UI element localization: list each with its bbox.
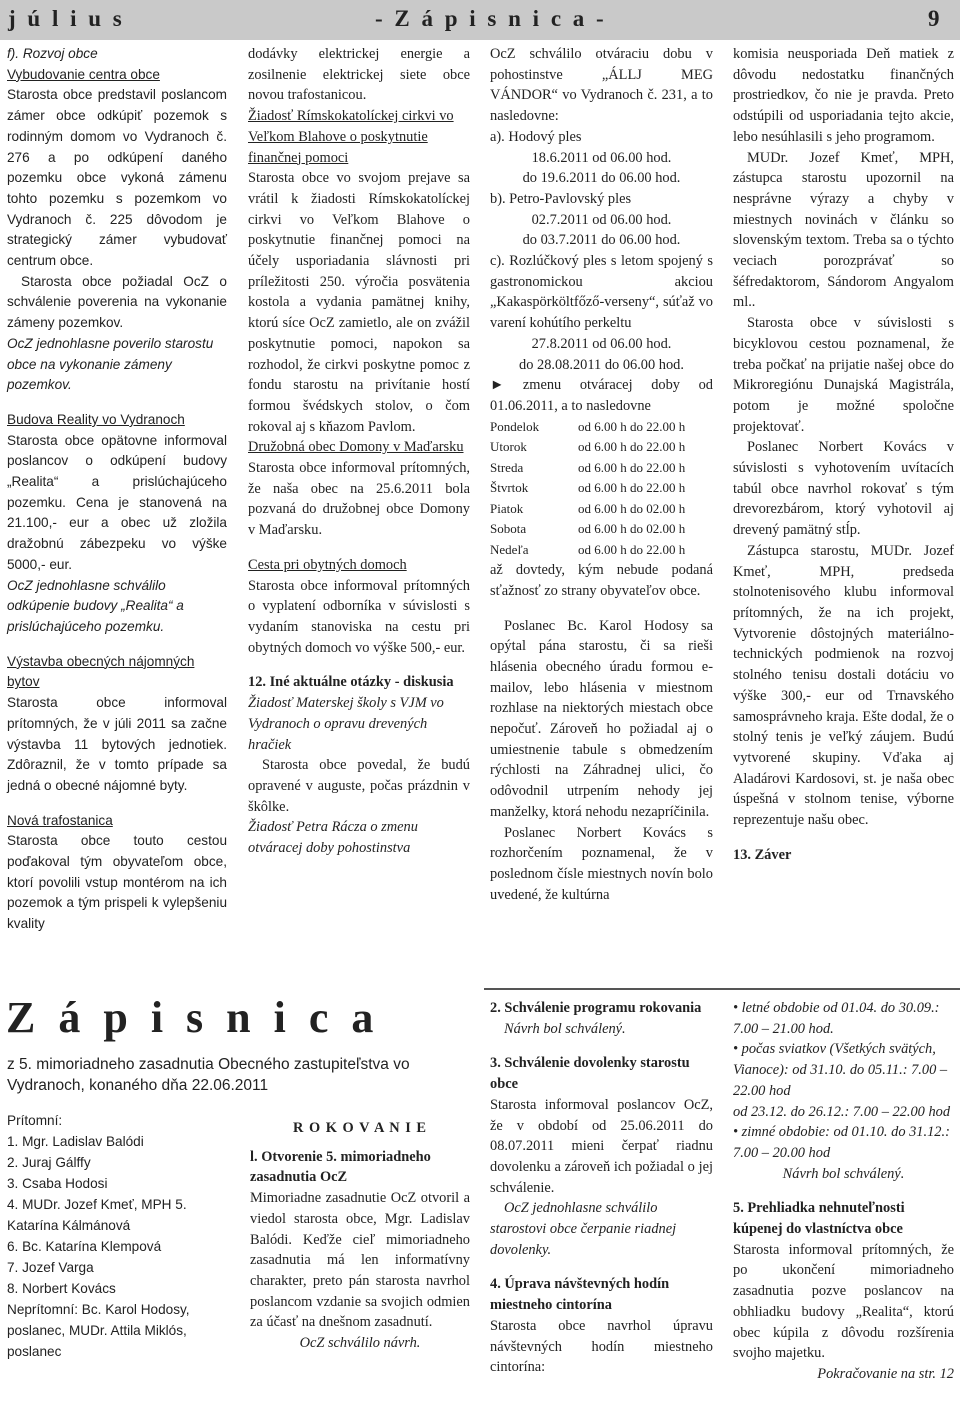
list-item: 4. MUDr. Jozef Kmeť, MPH 5. [7, 1197, 187, 1212]
paragraph: Starosta obce touto cestou poďakoval tým obyvateľom obce, ktorí povolili vstup montérom na ich pozemok a tým prispeli k vylepšeniu kvality [7, 833, 227, 932]
paragraph: Poslanec Bc. Karol Hodosy sa opýtal pána starostu, či sa rieši hlásenia obecného úradu formou e-mailov, lebo hlásenia v miestnom rozhlase na niektorých miestach obce nepočuť. Zároveň ho požiadal aj o umiestnenie tabule s obmedzením rýchlosti na Záhradnej ulici, čo odôvodnil utrpením nehody jej manželky, ktorá nehodu nezapríčinila. [490, 617, 713, 820]
paragraph: Starosta informoval prítomných, že po ukončení mimoriadneho zasadnutia pozve poslancov na obhliadku budovy „Realita“, ktorú obec kúpila z dôvodu rozšírenia svojho majetku. [733, 1241, 954, 1362]
paragraph: Starosta obce požiadal OcZ o schválenie poverenia na vykonanie zámeny pozemkov. [7, 273, 227, 331]
time-value: od 6.00 h do 22.00 h [578, 480, 686, 496]
list-item: 7. Jozef Varga [7, 1260, 94, 1275]
subsection-heading: Nová trafostanica [7, 812, 113, 828]
column-2 [248, 44, 470, 859]
time-value: od 6.00 h do 22.00 h [578, 541, 686, 557]
paragraph: dodávky elektrickej energie a zosilnenie elektrickej siete obce novou trafostanicou. [248, 46, 470, 104]
list-item: 27.8.2011 od 06.00 hod. [531, 335, 672, 352]
paragraph: Mimoriadne zasadnutie OcZ otvoril a viedol starosta obce, Mgr. Ladislav Balódi. Keďže cieľ mimoriadneho zasadnutia má len informatívny charakter, preto pán starosta navrhol poslancom vzdanie sa svojich odmien za účasť na dnešnom zasadnutí. [250, 1190, 470, 1331]
subsection-heading: Vybudovanie centra obce [7, 66, 160, 82]
agenda-column [490, 998, 713, 1378]
table-row [490, 437, 713, 458]
table-row [490, 417, 713, 438]
opening-hours-table [490, 417, 713, 561]
attendance [7, 1110, 237, 1362]
resolution: OcZ jednohlasne poverilo starostu obce na vykonanie zámeny pozemkov. [7, 335, 214, 393]
table-row [490, 478, 713, 499]
time-value: od 6.00 h do 22.00 h [578, 459, 686, 475]
subsection-heading: Výstavba obecných nájomných bytov [7, 653, 195, 690]
resolution: OcZ schválilo návrh. [299, 1335, 421, 1352]
paragraph: Starosta obce informoval prítomných o vyplatení odborníka v súvislosti s vydaním stanoviska na cestu pri obytných domoch vo výške 500,- eur. [248, 577, 470, 656]
column-3 [490, 44, 713, 905]
continued-note: Pokračovanie na str. 12 [817, 1365, 954, 1382]
paragraph: OcZ schválilo otváraciu dobu v pohostinstve „ÁLLJ MEG VÁNDOR“ vo Vydranoch č. 231, a to nasledovne: [490, 46, 713, 125]
agenda-column-2 [733, 998, 954, 1385]
item-heading: l. Otvorenie 5. mimoriadneho zasadnutia OcZ [250, 1148, 431, 1186]
list-item: b). Petro-Pavlovský ples [490, 190, 632, 207]
subsection-heading: Budova Reality vo Vydranoch [7, 411, 185, 427]
subsection-heading: Cesta pri obytných domoch [248, 556, 407, 573]
day-label: Sobota [490, 521, 527, 537]
section-heading: R O K O V A N I E [292, 1120, 428, 1136]
table-row [490, 499, 713, 520]
table-row [490, 458, 713, 479]
paragraph: Zástupca starostu, MUDr. Jozef Kmeť, MPH, predseda stolnotenisového klubu informoval prítomných, že na ich projekt, Vytvorenie dôstojných materiálno-technických podmienok na rozvoj stolného tenisu dostali dotáciu vo výške 300,- eur od Trnavského samosprávneho kraja. Ešte dodal, že o stolný tenis je veľký záujem. Budú vytvorené skupiny. Vďaka aj Aladárovi Kardosovi, st. je naša obec úspešná v stolnom tenise, výborne reprezentuje našu obec. [733, 542, 954, 829]
divider [484, 988, 960, 990]
page-header [0, 0, 960, 40]
list-item: a). Hodový ples [490, 128, 582, 145]
paragraph: Starosta obce v súvislosti s bicyklovou cestou poznamenal, že treba počkať na prijatie našej obce do Mikroregiónu Dunajská Magistrála, potom je možné spoločne projektovať. [733, 315, 954, 435]
paragraph: komisia neusporiada Deň matiek z dôvodu nedostatku finančných prostriedkov, čo nie je pravda. Preto odstúpili od usporiadania tejto akcie, lebo nesúhlasili s jeho programom. [733, 46, 954, 145]
header-title: - Z á p i s n i c a - [375, 6, 607, 31]
list-item: • letné obdobie od 01.04. do 30.09.: 7.00 – 21.00 hod. [733, 1000, 940, 1037]
paragraph: Poslanec Norbert Kovács s rozhorčením poznamenal, že v poslednom čísle miestnych novín bolo uvedené, že kultúrna [490, 824, 713, 903]
resolution: Návrh bol schválený. [782, 1165, 905, 1182]
list-item: 6. Bc. Katarína Klempová [7, 1239, 162, 1254]
paragraph: Starosta obce vo svojom prejave sa vrátil k žiadosti Rímskokatolíckej cirkvi vo Veľkom Blahove o poskytnutie finančnej pomoci na účely usporiadania slávnosti pri príležitosti 250. výročia posvätenia kostola a vydania pamätnej knihy, ktorú síce OcZ zamietlo, ale on zvážil poskytnutie pomoci, napokon sa rozhodol, že cirkvi poskytne pomoc z fondu starostu na privítanie hostí formou švédskych stolov, o čom rokoval aj s kňazom Pavlom. [248, 170, 470, 435]
item-heading: 2. Schválenie programu rokovania [490, 1000, 702, 1016]
subsection-heading: Žiadosť Petra Rácza o zmenu otváracej doby pohostinstva [248, 819, 418, 857]
day-label: Piatok [490, 500, 524, 516]
item-heading: 3. Schválenie dovolenky starostu obce [490, 1055, 690, 1093]
list-item: 3. Csaba Hodosi [7, 1176, 108, 1191]
list-item: do 03.7.2011 do 06.00 hod. [522, 232, 681, 249]
rokovanie-column [250, 1118, 470, 1354]
time-value: od 6.00 h do 22.00 h [578, 418, 686, 434]
section-heading: 12. Iné aktuálne otázky - diskusia [248, 674, 454, 691]
subsection-heading: Družobná obec Domony v Maďarsku [248, 439, 464, 456]
item-heading: 5. Prehliadka nehnuteľnosti kúpenej do vlastníctva obce [733, 1200, 905, 1238]
document-title: Z á p i s n i c a [6, 993, 380, 1042]
paragraph: Starosta obce predstavil poslancom zámer obce odkúpiť pozemok s rodinným domom vo Vydranoch č. 276 a po odkúpení daného pozemku obce vykoná zámenu tohto pozemku s pozemkom vo Vydranoch č. 225 dôvodom je strategický zámer vybudovať centrum obce. [7, 87, 227, 269]
paragraph: ► zmenu otváracej doby od 01.06.2011, a to nasledovne [490, 377, 713, 414]
column-1 [7, 44, 227, 935]
day-label: Štvrtok [490, 480, 529, 496]
paragraph: Starosta obce opätovne informoval poslancov o odkúpení budovy „Realita“ a prislúchajúceho pozemku. Cena je stanovená na 21.100,- eur a obec už zložila dražobnú zábezpeku vo výške 5000,- eur. [7, 432, 227, 572]
list-item: 02.7.2011 od 06.00 hod. [531, 211, 672, 228]
list-item: 8. Norbert Kovács [7, 1281, 116, 1296]
paragraph: až dovtedy, kým nebude podaná sťažnosť zo strany obyvateľov obce. [490, 562, 713, 599]
paragraph: Starosta obce informoval prítomných, že naša obec na 25.6.2011 bola pozvaná do družobnej obce Domony v Maďarsku. [248, 460, 470, 539]
paragraph: Starosta obce povedal, že budú opravené v auguste, počas prázdnin v škôlke. [248, 757, 470, 815]
day-label: Streda [490, 459, 524, 475]
list-item: 18.6.2011 od 06.00 hod. [531, 149, 672, 166]
day-label: Utorok [490, 439, 527, 455]
paragraph: Starosta obce navrhol úpravu návštevných hodín miestneho cintorína: [490, 1317, 713, 1376]
document-subtitle: z 5. mimoriadneho zasadnutia Obecného zastupiteľstva vo Vydranoch, konaného dňa 22.06.2011 [7, 1056, 410, 1094]
list-item: c). Rozlúčkový ples s letom spojený s gastronomickou akciou „Kakaspörköltfőző-verseny“, súťaž vo varení kohútího perkeltu [490, 253, 713, 332]
resolution: OcZ jednohlasne schválilo odkúpenie budovy „Realita“ a prislúchajúceho pozemku. [7, 577, 184, 634]
list-item: do 19.6.2011 do 06.00 hod. [522, 170, 681, 187]
paragraph: Starosta informoval poslancov OcZ, že v období od 25.06.2011 do 08.07.2011 mieni čerpať riadnu dovolenku a zároveň ich požiadal o jej schválenie. [490, 1096, 713, 1196]
list-item: do 28.08.2011 do 06.00 hod. [519, 356, 684, 373]
list-item: od 23.12. do 26.12.: 7.00 – 22.00 hod [733, 1103, 951, 1120]
time-value: od 6.00 h do 22.00 h [578, 439, 686, 455]
list-item: 1. Mgr. Ladislav Balódi [7, 1134, 144, 1149]
resolution: Návrh bol schválený. [504, 1020, 626, 1037]
table-row [490, 519, 713, 540]
column-4 [733, 44, 954, 865]
present-label: Prítomní: [7, 1113, 63, 1128]
subsection-heading: Žiadosť Materskej školy s VJM vo Vydranoch o opravu drevených hračiek [248, 695, 444, 753]
time-value: od 6.00 h do 02.00 h [578, 521, 686, 537]
resolution: OcZ jednohlasne schválilo starostovi obce čerpanie riadnej dovolenky. [490, 1200, 677, 1258]
list-item: • počas sviatkov (Všetkých svätých, Vianoce): od 31.10. do 05.11.: 7.00 – 22.00 hod [733, 1041, 948, 1099]
list-item: 2. Juraj Gálffy [7, 1155, 91, 1170]
paragraph: Poslanec Norbert Kovács v súvislosti s vyhotovením uvítacích tabúl obce navrhol rokovať s tým drevorezbárom, ktorý vyhotovil aj drevený pamätný stĺp. [733, 439, 954, 539]
list-item: • zimné obdobie: od 01.10. do 31.12.: 7.00 – 20.00 hod [733, 1124, 950, 1161]
day-label: Nedeľa [490, 541, 529, 557]
section-heading: 13. Záver [733, 846, 792, 863]
day-label: Pondelok [490, 418, 540, 434]
paragraph: MUDr. Jozef Kmeť, MPH, zástupca starostu upozornil na nesprávne výrazy a chyby v miestnych novinách v článku so slovenským textom. Treba sa o týchto veciach porozprávať so šéfredaktorom, Sándorom Angyalom ml.. [733, 149, 954, 311]
section-heading: f). Rozvoj obce [7, 46, 98, 61]
header-month: j ú l i u s [8, 6, 125, 31]
paragraph: Starosta obce informoval prítomných, že v júli 2011 sa začne výstavba 11 bytových jednotiek. Zdôraznil, že v tomto prípade sa jedná o obecné nájomné byty. [7, 695, 227, 793]
page-number: 9 [928, 6, 943, 31]
table-row [490, 540, 713, 561]
item-heading: 4. Úprava návštevných hodín miestneho cintorína [490, 1276, 670, 1314]
list-item: Katarína Kálmánová [7, 1218, 131, 1233]
time-value: od 6.00 h do 02.00 h [578, 500, 686, 516]
subsection-heading: Žiadosť Rímskokatolíckej cirkvi vo Veľkom Blahove o poskytnutie finančnej pomoci [248, 108, 454, 166]
absent-list: Neprítomní: Bc. Karol Hodosy, poslanec, MUDr. Attila Miklós, poslanec [7, 1302, 190, 1359]
